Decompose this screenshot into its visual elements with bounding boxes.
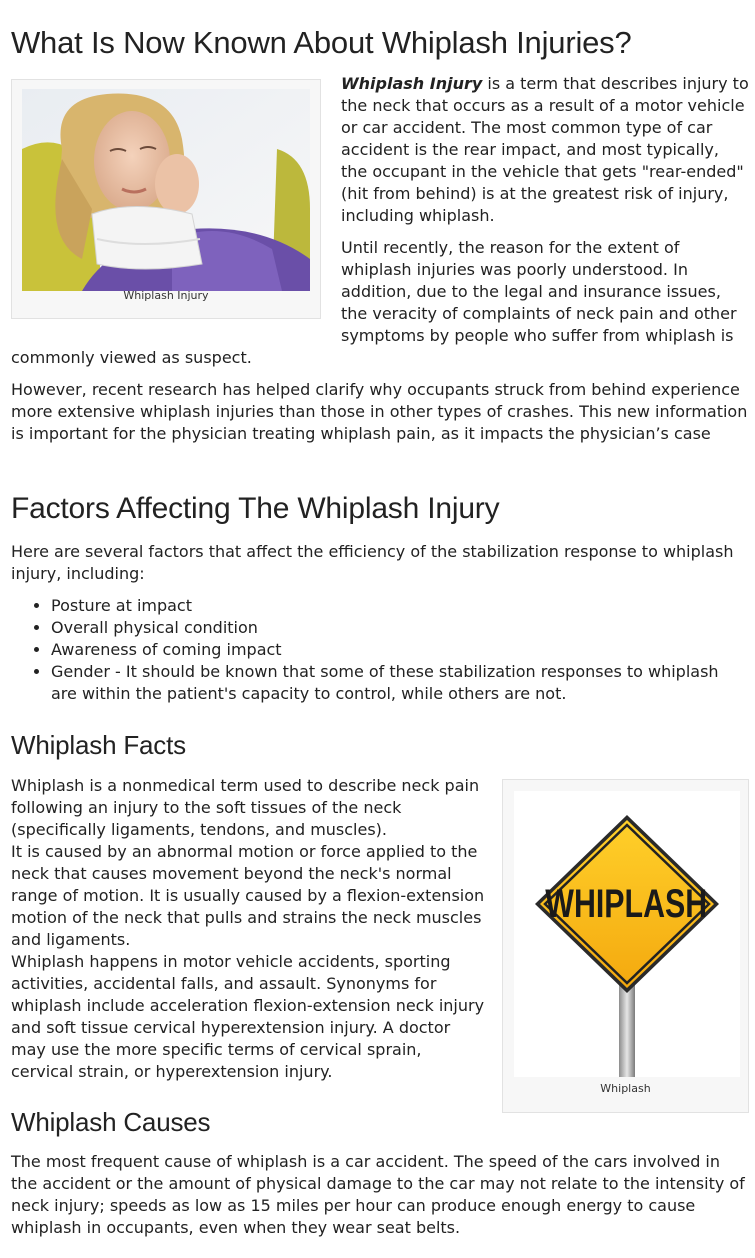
list-item: • Gender - It should be known that some of these stabilization responses to whiplash are within the patient's capacity to control, while others are not.	[51, 661, 749, 705]
page-title: What Is Now Known About Whiplash Injuries?	[11, 25, 632, 60]
term-highlight: Whiplash Injury	[341, 74, 483, 93]
causes-paragraph: The most frequent cause of whiplash is a car accident. The speed of the cars involved in the accident or the amount of physical damage to the car may not relate to the intensity of neck injury; speeds as low as 15 miles per hour can produce enough energy to cause whiplash in occupants, even when they wear seat belts.	[11, 1152, 745, 1237]
factors-intro: Here are several factors that affect the efficiency of the stabilization response to whiplash injury, including:	[11, 542, 734, 583]
research-paragraph	[11, 379, 749, 445]
factors-heading: Factors Affecting The Whiplash Injury	[11, 492, 500, 525]
intro-paragraph	[11, 73, 749, 227]
background-paragraph	[11, 237, 749, 369]
list-item: • Awareness of coming impact	[51, 639, 749, 661]
list-item: • Overall physical condition	[51, 617, 749, 639]
research-text: However, recent research has helped clarify why occupants struck from behind experience more extensive whiplash injuries than those in other types of crashes. This new information is important for the physician treating whiplash pain, as it impacts the physician’s case	[11, 380, 748, 443]
intro-text: is a term that describes injury to the neck that occurs as a result of a motor vehicle or car accident. The most common type of car accident is the rear impact, and most typically, the occupant in the vehicle that gets "rear-ended" (hit from behind) is at the greatest risk of injury, including whiplash.	[341, 74, 749, 225]
causes-heading: Whiplash Causes	[11, 1107, 211, 1137]
facts-p3: Whiplash happens in motor vehicle accidents, sporting activities, accidental falls, and assault. Synonyms for whiplash include acceleration flexion-extension neck injury and soft tissue cervical hyperextension injury. A doctor may use the more specific terms of cervical sprain, cervical strain, or hyperextension injury.	[11, 952, 485, 1081]
whiplash-sign-image	[514, 791, 740, 1077]
facts-p2: It is caused by an abnormal motion or force applied to the neck that causes movement beyond the neck's normal range of motion. It is usually caused by a flexion-extension motion of the neck that pulls and strains the neck muscles and ligaments.	[11, 842, 485, 949]
factors-list	[11, 595, 749, 705]
figure-caption: Whiplash Injury	[123, 289, 209, 302]
list-item: • Posture at impact	[51, 595, 749, 617]
facts-heading: Whiplash Facts	[11, 730, 186, 760]
facts-p1: Whiplash is a nonmedical term used to describe neck pain following an injury to the soft tissues of the neck (specifically ligaments, tendons, and muscles).	[11, 776, 480, 839]
background-text: Until recently, the reason for the extent of whiplash injuries was poorly understood. In addition, due to the legal and insurance issues, the veracity of complaints of neck pain and other symptoms by people who suffer from whiplash is commonly viewed as suspect.	[11, 238, 737, 367]
whiplash-sign-figure	[502, 779, 749, 1113]
figure-caption: Whiplash	[600, 1082, 651, 1095]
facts-text	[11, 775, 486, 1083]
sign-label: WHIPLASH	[545, 882, 708, 926]
